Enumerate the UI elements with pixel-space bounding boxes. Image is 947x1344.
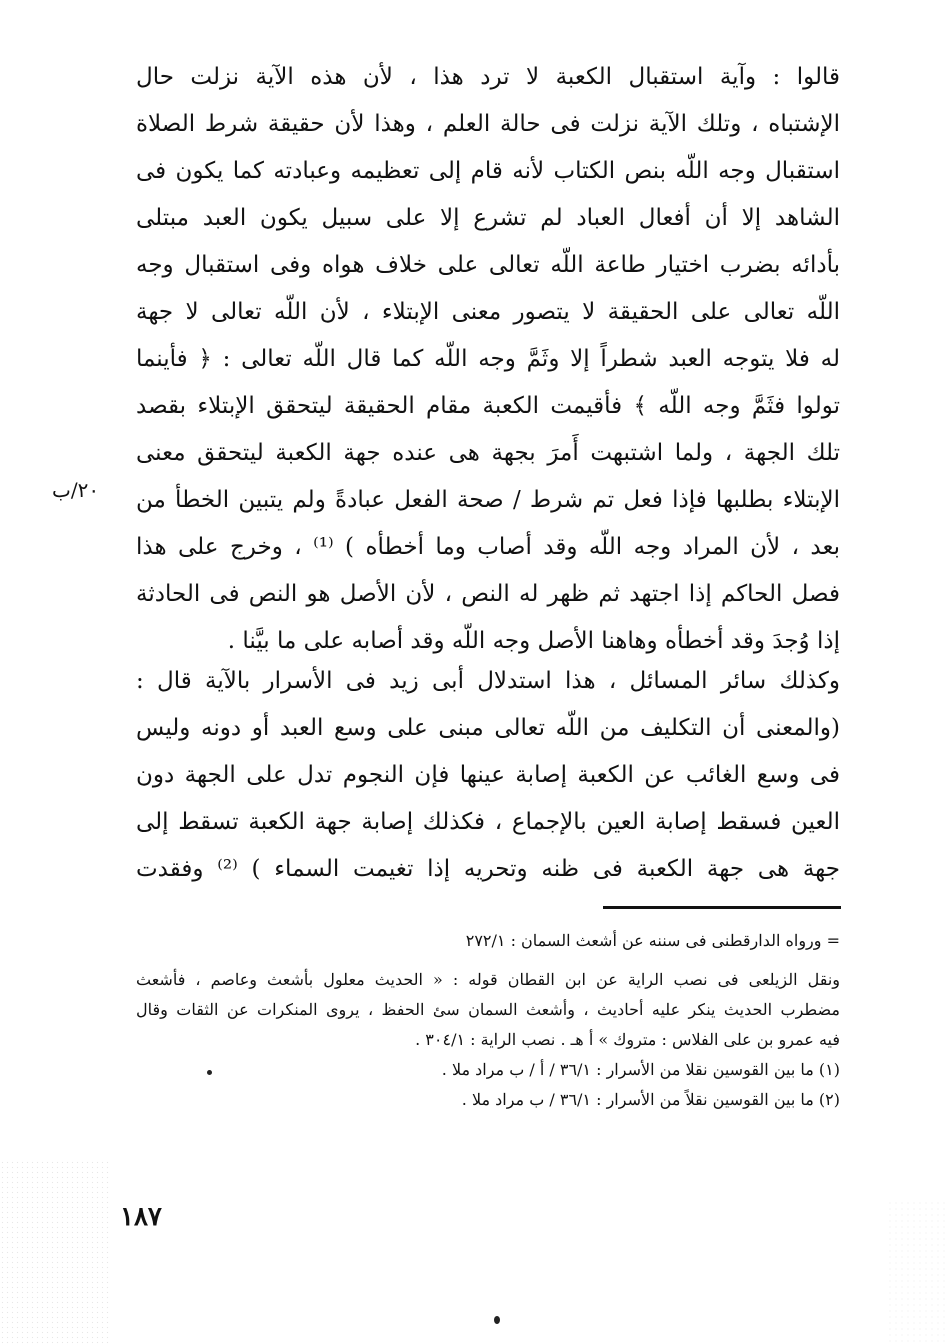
- text-line: تولوا فثَمَّ وجه اللّه ﴾ فأقيمت الكعبة مقام الحقيقة ليتحقق الإبتلاء بقصد: [136, 393, 840, 419]
- text-line: اللّه تعالى على الحقيقة لا يتصور معنى الإبتلاء ، لأن اللّه تعالى لا جهة: [136, 299, 840, 325]
- footnote-1: (١) ما بين القوسين نقلا من الأسرار : ٣٦/١ / أ / ب مراد ملا .: [441, 1060, 840, 1079]
- footnotes: [136, 926, 840, 1115]
- footnote-line: فيه عمرو بن على الفلاس : متروك » أ هـ . نصب الراية : ٣٠٤/١ .: [415, 1030, 840, 1049]
- text-line: وكذلك سائر المسائل ، هذا استدلال أبى زيد فى الأسرار بالآية قال :: [136, 668, 840, 694]
- scan-speck: [207, 1070, 212, 1075]
- text-line: الإشتباه ، وتلك الآية نزلت فى حالة العلم ، وهذا لأن حقيقة شرط الصلاة: [136, 111, 840, 137]
- text-line: إذا وُجدَ وقد أخطأه وهاهنا الأصل وجه اللّه وقد أصابه على ما بيَّنا .: [227, 628, 840, 654]
- footnote-gap: [136, 956, 840, 965]
- text-line: بأدائه بضرب اختيار طاعة اللّه تعالى على خلاف هواه وفى استقبال وجه: [136, 252, 840, 278]
- scan-speck: [494, 1316, 500, 1324]
- scan-noise: [887, 1200, 947, 1344]
- footnote-line: ونقل الزيلعى فى نصب الراية عن ابن القطان قوله : « الحديث معلول بأشعث وعاصم ، فأشعث: [136, 970, 840, 989]
- footnote-separator: [603, 906, 841, 909]
- text-line: جهة هى جهة الكعبة فى ظنه وتحريه إذا تغيمت السماء ) ⁽²⁾ وفقدت: [136, 856, 840, 882]
- scan-noise: [0, 1160, 110, 1344]
- text-line: فى وسع الغائب عن الكعبة إصابة عينها فإن النجوم تدل على الجهة دون: [136, 762, 840, 788]
- text-line: الشاهد إلا أن أفعال العباد لم تشرع إلا على سبيل يكون العبد مبتلى: [136, 205, 840, 231]
- text-line: الإبتلاء بطلبها فإذا فعل تم شرط / صحة الفعل عبادةً ولم يتبين الخطأ من: [136, 487, 840, 513]
- footnote-continuation: = ورواه الدارقطنى فى سننه عن أشعث السمان : ٢٧٢/١: [465, 931, 840, 950]
- text-line: (والمعنى أن التكليف من اللّه تعالى مبنى على وسع العبد أو دونه وليس: [136, 715, 840, 741]
- manuscript-folio-note: ٢٠/ب: [52, 478, 100, 502]
- text-line: بعد ، لأن المراد وجه اللّه وقد أصاب وما أخطأه ) ⁽¹⁾ ، وخرج على هذا: [136, 534, 840, 560]
- text-line: فصل الحاكم إذا اجتهد ثم ظهر له النص ، لأن الأصل هو النص فى الحادثة: [136, 581, 840, 607]
- paragraph-2: [136, 658, 840, 893]
- text-line: تلك الجهة ، ولما اشتبهت أَمرَ بجهة هى عنده جهة الكعبة ليتحقق معنى: [136, 440, 840, 466]
- text-line: له فلا يتوجه العبد شطراً إلا وثَمَّ وجه اللّه كما قال اللّه تعالى : ﴿ فأينما: [136, 346, 840, 372]
- page-number: ١٨٧: [120, 1202, 162, 1232]
- paragraph-1: [136, 54, 840, 665]
- text-line: قالوا : وآية استقبال الكعبة لا ترد هذا ، لأن هذه الآية نزلت حال: [136, 64, 840, 90]
- text-line: استقبال وجه اللّه بنص الكتاب لأنه قام إلى تعظيمه وعبادته كما يكون فى: [136, 158, 840, 184]
- footnote-2: (٢) ما بين القوسين نقلاً من الأسرار : ٣٦/١ / ب مراد ملا .: [461, 1090, 840, 1109]
- footnote-line: مضطرب الحديث ينكر عليه أحاديث ، وأشعث السمان سئ الحفظ ، يروى المنكرات عن الثقات وقال: [136, 1000, 840, 1019]
- text-line: العين فسقط إصابة العين بالإجماع ، فكذلك إصابة جهة الكعبة تسقط إلى: [136, 809, 840, 835]
